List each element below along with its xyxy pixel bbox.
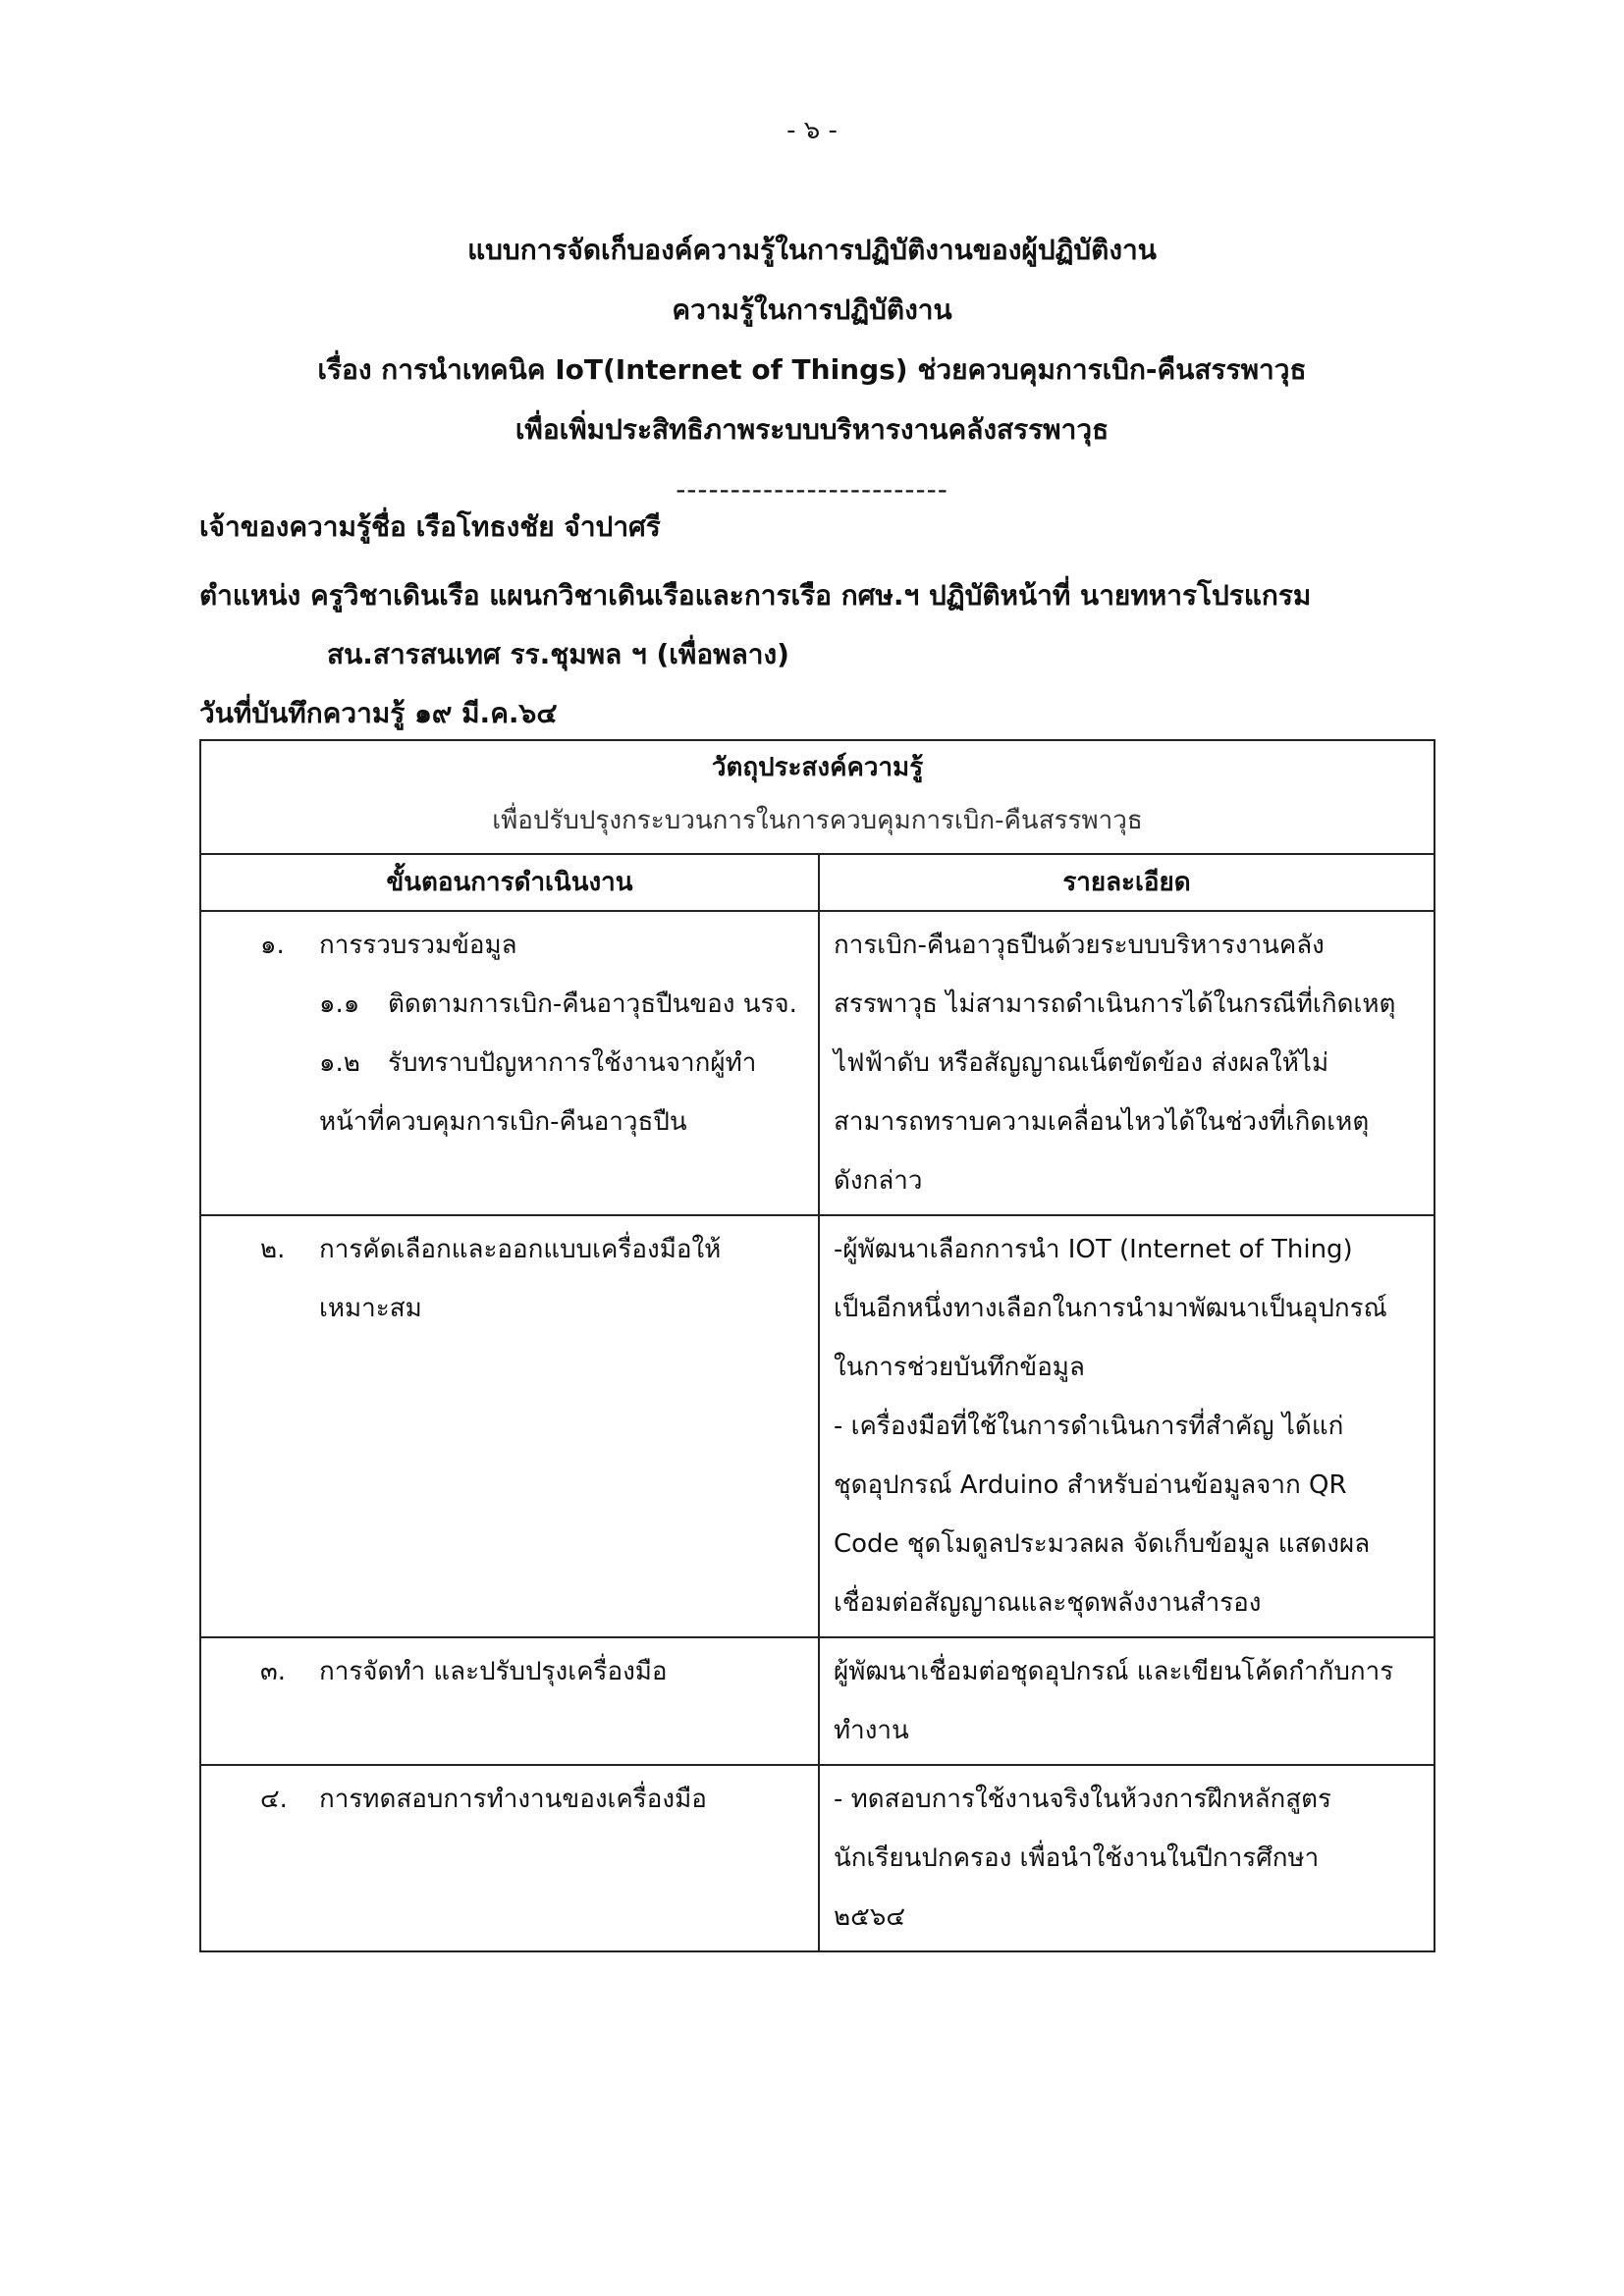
table-row xyxy=(200,1637,1435,1765)
record-date: วันที่บันทึกความรู้ ๑๙ มี.ค.๖๔ xyxy=(199,697,558,729)
step-number: ๒. xyxy=(260,1235,286,1264)
detail-line: ดังกล่าว xyxy=(834,1166,923,1196)
table-row xyxy=(200,911,1435,1215)
title-line-2: ความรู้ในการปฏิบัติงาน xyxy=(672,294,952,326)
substep-continuation: หน้าที่ควบคุมการเบิก-คืนอาวุธปืน xyxy=(319,1107,687,1137)
detail-line: เป็นอีกหนึ่งทางเลือกในการนำมาพัฒนาเป็นอุปกรณ์ xyxy=(834,1294,1387,1323)
step-cell xyxy=(200,1765,819,1951)
page-number: - ๖ - xyxy=(786,116,838,145)
column-header-details: รายละเอียด xyxy=(819,854,1435,911)
step-number: ๓. xyxy=(260,1657,287,1686)
detail-line: การเบิก-คืนอาวุธปืนด้วยระบบบริหารงานคลัง xyxy=(834,931,1325,960)
substep-text: รับทราบปัญหาการใช้งานจากผู้ทำ xyxy=(388,1048,757,1078)
substep-number: ๑.๒ xyxy=(319,1048,360,1078)
title-separator: ------------------------- xyxy=(676,473,948,506)
detail-cell xyxy=(819,1637,1435,1765)
step-cell xyxy=(200,911,819,1215)
step-text: การรวบรวมข้อมูล xyxy=(319,931,517,960)
knowledge-owner: เจ้าของความรู้ชื่อ เรือโทธงชัย จำปาศรี xyxy=(199,510,661,543)
table-row xyxy=(200,1215,1435,1637)
step-text: การจัดทำ และปรับปรุงเครื่องมือ xyxy=(319,1657,668,1686)
document-title xyxy=(0,220,1624,519)
detail-cell xyxy=(819,911,1435,1215)
owner-position-line-2: สน.สารสนเทศ รร.ชุมพล ฯ (เพื่อพลาง) xyxy=(327,638,789,670)
detail-line: ๒๕๖๔ xyxy=(834,1902,905,1932)
table-row xyxy=(200,1765,1435,1951)
step-text: การทดสอบการทำงานของเครื่องมือ xyxy=(319,1785,707,1814)
detail-line: นักเรียนปกครอง เพื่อนำใช้งานในปีการศึกษา xyxy=(834,1843,1320,1873)
detail-line: -ผู้พัฒนาเลือกการนำ IOT (Internet of Thing) xyxy=(834,1235,1353,1264)
detail-line: ชุดอุปกรณ์ Arduino สำหรับอ่านข้อมูลจาก QR xyxy=(834,1470,1347,1500)
step-text: การคัดเลือกและออกแบบเครื่องมือให้ xyxy=(319,1235,722,1264)
title-line-3: เรื่อง การนำเทคนิค IoT(Internet of Things) ช่วยควบคุมการเบิก-คืนสรรพาวุธ xyxy=(317,353,1307,386)
owner-position-line-1: ตำแหน่ง ครูวิชาเดินเรือ แผนกวิชาเดินเรือและการเรือ กศษ.ฯ ปฏิบัติหน้าที่ นายทหารโปรแกรม xyxy=(199,579,1312,612)
detail-line: สามารถทราบความเคลื่อนไหวได้ในช่วงที่เกิดเหตุ xyxy=(834,1107,1370,1137)
detail-line: ทำงาน xyxy=(834,1716,909,1745)
title-line-1: แบบการจัดเก็บองค์ความรู้ในการปฏิบัติงานของผู้ปฏิบัติงาน xyxy=(467,234,1157,266)
detail-line: - ทดสอบการใช้งานจริงในห้วงการฝึกหลักสูตร xyxy=(834,1785,1331,1814)
column-header-steps: ขั้นตอนการดำเนินงาน xyxy=(200,854,819,911)
detail-line: ในการช่วยบันทึกข้อมูล xyxy=(834,1353,1085,1382)
step-number: ๑. xyxy=(260,931,285,960)
detail-line: ไฟฟ้าดับ หรือสัญญาณเน็ตขัดข้อง ส่งผลให้ไม่ xyxy=(834,1048,1329,1078)
detail-cell xyxy=(819,1215,1435,1637)
detail-line: สรรพาวุธ ไม่สามารถดำเนินการได้ในกรณีที่เกิดเหตุ xyxy=(834,989,1396,1019)
objective-header: วัตถุประสงค์ความรู้ xyxy=(200,740,1435,794)
step-number: ๔. xyxy=(260,1785,288,1814)
objective-text: เพื่อปรับปรุงกระบวนการในการควบคุมการเบิก-คืนสรรพาวุธ xyxy=(200,794,1435,854)
detail-line: ผู้พัฒนาเชื่อมต่อชุดอุปกรณ์ และเขียนโค้ดกำกับการ xyxy=(834,1657,1394,1686)
detail-line: Code ชุดโมดูลประมวลผล จัดเก็บข้อมูล แสดงผล xyxy=(834,1529,1371,1559)
detail-cell xyxy=(819,1765,1435,1951)
detail-line: เชื่อมต่อสัญญาณและชุดพลังงานสำรอง xyxy=(834,1588,1262,1618)
step-cell xyxy=(200,1215,819,1637)
substep-number: ๑.๑ xyxy=(319,989,360,1019)
substep-text: ติดตามการเบิก-คืนอาวุธปืนของ นรจ. xyxy=(388,989,797,1019)
knowledge-table xyxy=(199,739,1435,1952)
detail-line: - เครื่องมือที่ใช้ในการดำเนินการที่สำคัญ ได้แก่ xyxy=(834,1412,1344,1441)
step-cell xyxy=(200,1637,819,1765)
step-text-continuation: เหมาะสม xyxy=(319,1294,422,1323)
title-line-4: เพื่อเพิ่มประสิทธิภาพระบบบริหารงานคลังสรรพาวุธ xyxy=(514,413,1110,446)
